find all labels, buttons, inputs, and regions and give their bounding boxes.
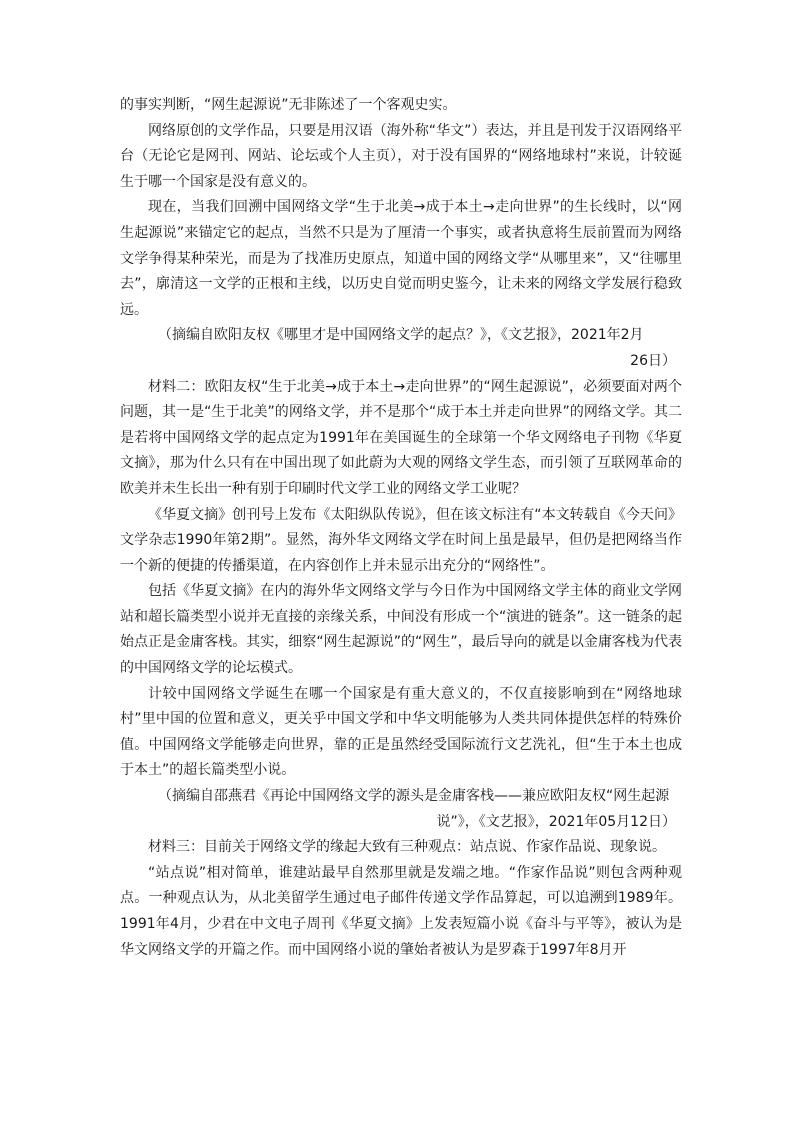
paragraph: 计较中国网络文学诞生在哪一个国家是有重大意义的，不仅直接影响到在“网络地球村”里中国的位置和意义，更关乎中国文学和中华文明能够为人类共同体提供怎样的特殊价值。中国网络文学能够走向世界，靠的正是虽然经受国际流行文艺洗礼，但“生于本土也成于本土”的超长篇类型小说。 bbox=[120, 685, 682, 779]
source-citation: （摘编自邵燕君《再论中国网络文学的源头是金庸客栈——兼应欧阳友权“网生起源 bbox=[158, 788, 670, 805]
paragraph-continuation: 的事实判断，“网生起源说”无非陈述了一个客观史实。 bbox=[120, 97, 457, 113]
paragraph: “站点说”相对简单，谁建站最早自然那里就是发端之地。“作家作品说”则包含两种观点。一种观点认为，从北美留学生通过电子邮件传递文学作品算起，可以追溯到1989年。1991年4月，少君在中文电子周刊《华夏文摘》上发表短篇小说《奋斗与平等》，被认为是华文网络文学的开篇之作。而中国网络小说的肇始者被认为是罗森于1997年8月开 bbox=[120, 864, 682, 958]
article-body bbox=[120, 93, 682, 963]
material-three-paragraph: 材料三：目前关于网络文学的缘起大致有三种观点：站点说、作家作品说、现象说。 bbox=[148, 839, 666, 856]
source-citation-end: 说”》，《文艺报》，2021年05月12日） bbox=[436, 813, 676, 830]
paragraph: 《华夏文摘》创刊号上发布《太阳纵队传说》，但在该文标注有“本文转载自《今天问》文学杂志1990年第2期”。显然，海外华文网络文学在时间上虽是最早，但仍是把网络当作一个新的便捷的传播渠道，在内容创作上并未显示出充分的“网络性”。 bbox=[120, 506, 682, 574]
material-two-paragraph: 材料二：欧阳友权“生于北美→成于本土→走向世界”的“网生起源说”，必须要面对两个问题，其一是“生于北美”的网络文学，并不是那个“成于本土并走向世界”的网络文学。其二是若将中国网络文学的起点定为1991年在美国诞生的全球第一个华文网络电子刊物《华夏文摘》，那为什么只有在中国出现了如此蔚为大观的网络文学生态，而引领了互联网革命的欧美并未生长出一种有别于印刷时代文学工业的网络文学工业呢？ bbox=[120, 378, 682, 497]
paragraph: 网络原创的文学作品，只要是用汉语（海外称“华文”）表达，并且是刊发于汉语网络平台（无论它是网刊、网站、论坛或个人主页），对于没有国界的“网络地球村”来说，计较诞生于哪一个国家是没有意义的。 bbox=[120, 122, 682, 190]
paragraph: 现在，当我们回溯中国网络文学“生于北美→成于本土→走向世界”的生长线时，以“网生起源说”来锚定它的起点，当然不只是为了厘清一个事实，或者执意将生辰前置而为网络文学争得某种荣光，而是为了找准历史原点，知道中国的网络文学“从哪里来”，又“往哪里去”，廓清这一文学的正根和主线，以历史自觉而明史鉴今，让未来的网络文学发展行稳致远。 bbox=[120, 199, 682, 318]
source-citation: （摘编自欧阳友权《哪里才是中国网络文学的起点？》，《文艺报》，2021年2月 bbox=[158, 327, 644, 344]
paragraph: 包括《华夏文摘》在内的海外华文网络文学与今日作为中国网络文学主体的商业文学网站和超长篇类型小说并无直接的亲缘关系，中间没有形成一个“演进的链条”。这一链条的起始点正是金庸客栈。其实，细察“网生起源说”的“网生”，最后导向的就是以金庸客栈为代表的中国网络文学的论坛模式。 bbox=[120, 583, 682, 677]
source-citation-end: 26日） bbox=[630, 352, 676, 369]
